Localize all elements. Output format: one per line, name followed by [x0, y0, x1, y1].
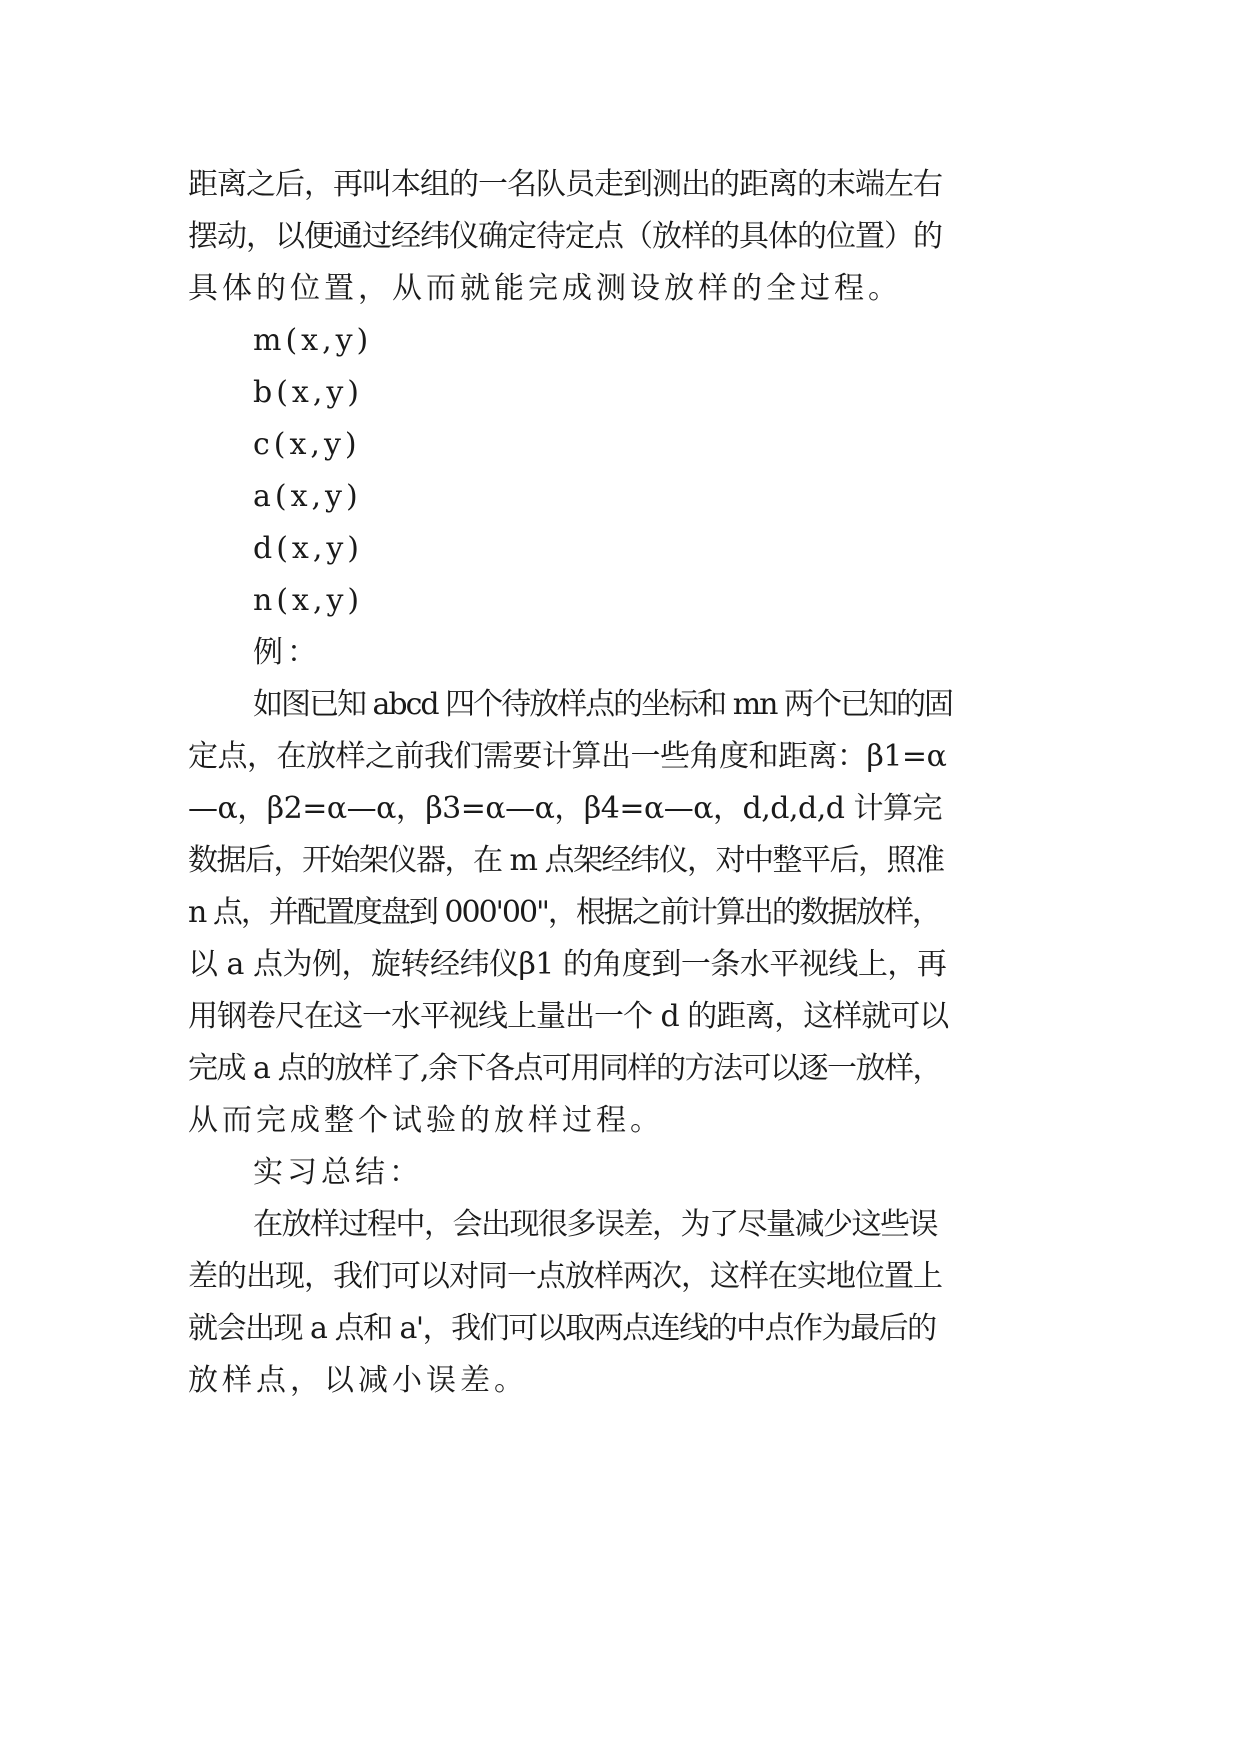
text-line: 差的出现，我们可以对同一点放样两次，这样在实地位置上 [188, 1259, 942, 1294]
point-b-coordinates: b(x,y) [253, 375, 364, 410]
text-line: 摆动，以便通过经纬仪确定待定点（放样的具体的位置）的 [188, 219, 942, 254]
summary-heading: 实习总结： [253, 1155, 423, 1190]
text-line: 放样点，以减小误差。 [188, 1363, 528, 1398]
text-line: 完成 a 点的放样了,余下各点可用同样的方法可以逐一放样， [188, 1051, 941, 1086]
text-line: —α，β2=α—α，β3=α—α，β4=α—α，d,d,d,d 计算完 [188, 791, 942, 826]
point-m-coordinates: m(x,y) [253, 323, 373, 358]
text-line: 在放样过程中，会出现很多误差，为了尽量减少这些误 [253, 1207, 937, 1242]
text-line: 如图已知 abcd 四个待放样点的坐标和 mn 两个已知的固 [253, 687, 953, 722]
text-line: 具体的位置，从而就能完成测设放样的全过程。 [188, 271, 902, 306]
text-line: 以 a 点为例，旋转经纬仪β1 的角度到一条水平视线上，再 [188, 947, 947, 982]
text-line: 定点，在放样之前我们需要计算出一些角度和距离：β1=α [188, 739, 947, 774]
text-line: 用钢卷尺在这一水平视线上量出一个 d 的距离，这样就可以 [188, 999, 949, 1034]
point-n-coordinates: n(x,y) [253, 583, 364, 618]
point-d-coordinates: d(x,y) [253, 531, 364, 566]
example-heading: 例： [253, 635, 321, 670]
point-a-coordinates: a(x,y) [253, 479, 362, 514]
text-line: 距离之后，再叫本组的一名队员走到测出的距离的末端左右 [188, 167, 942, 202]
point-c-coordinates: c(x,y) [253, 427, 361, 462]
text-line: 从而完成整个试验的放样过程。 [188, 1103, 664, 1138]
text-line: 就会出现 a 点和 a'，我们可以取两点连线的中点作为最后的 [188, 1311, 936, 1346]
text-line: 数据后，开始架仪器，在 m 点架经纬仪，对中整平后，照准 [188, 843, 944, 878]
text-line: n 点，并配置度盘到 000'00"，根据之前计算出的数据放样， [188, 895, 940, 930]
